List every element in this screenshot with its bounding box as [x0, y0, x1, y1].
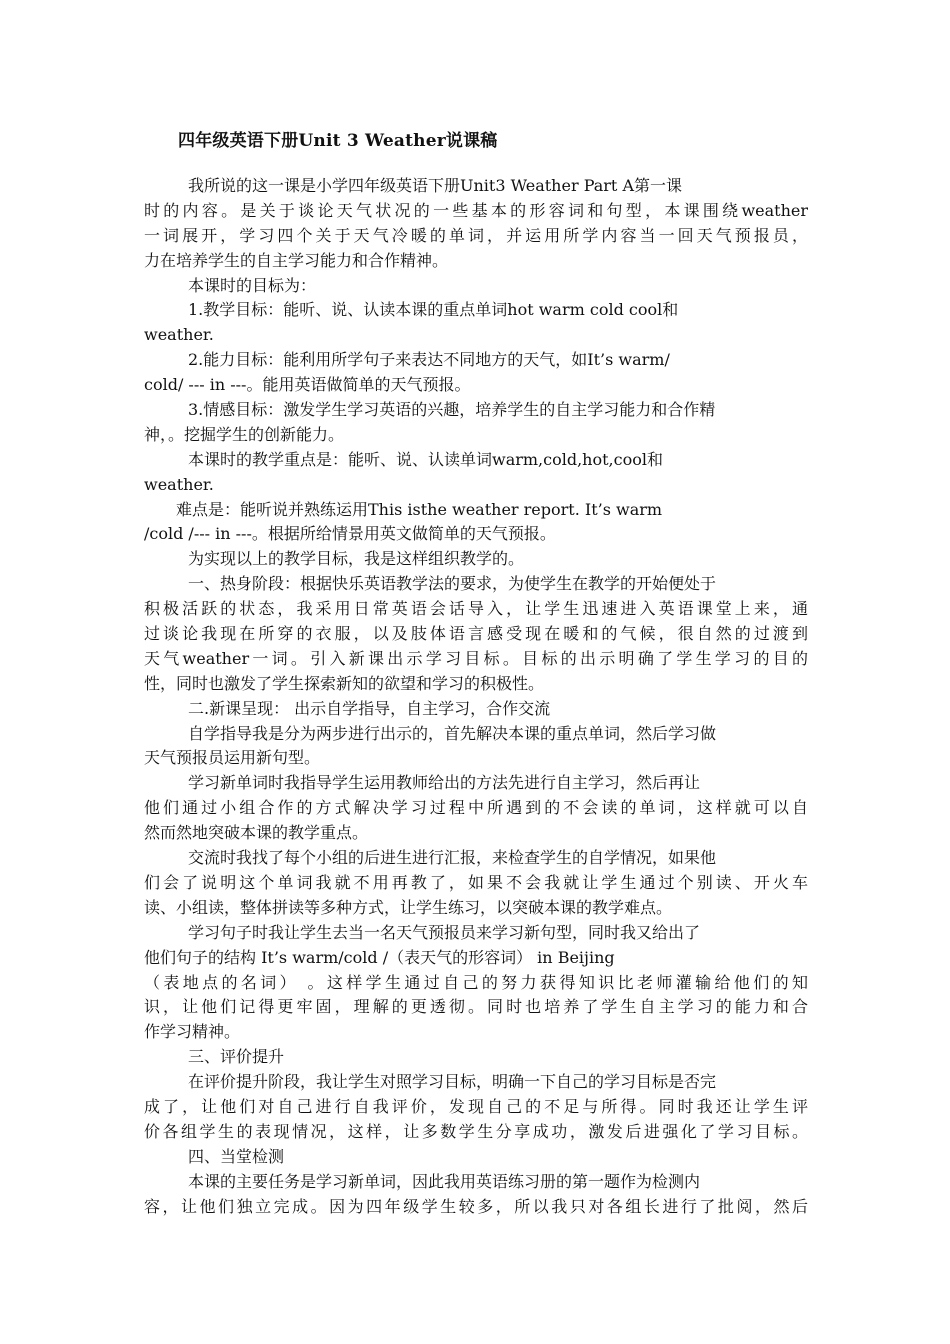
paragraph-line: 读、小组读，整体拼读等多种方式，让学生练习，以突破本课的教学难点。 [144, 897, 673, 917]
document-body [144, 174, 808, 1219]
paragraph-line: weather. [144, 474, 214, 494]
paragraph-line: 为实现以上的教学目标，我是这样组织教学的。 [188, 549, 525, 569]
paragraph-line: 2.能力目标：能利用所学句子来表达不同地方的天气，如It’s warm/ [188, 350, 670, 370]
section-heading: 四、当堂检测 [188, 1146, 285, 1166]
paragraph-line: 天气weather一词。引入新课出示学习目标。目标的出示明确了学生学习的目的 [144, 648, 808, 668]
paragraph-line: 在评价提升阶段，我让学生对照学习目标，明确一下自己的学习目标是否完 [188, 1072, 717, 1092]
paragraph-line: 容，让他们独立完成。因为四年级学生较多，所以我只对各组长进行了批阅，然后 [144, 1196, 808, 1216]
paragraph-line: 神，。挖掘学生的创新能力。 [144, 424, 345, 444]
paragraph-line: 力在培养学生的自主学习能力和合作精神。 [144, 250, 449, 270]
section-heading: 三、评价提升 [188, 1047, 285, 1067]
paragraph-line: 一词展开，学习四个关于天气冷暖的单词，并运用所学内容当一回天气预报员， [144, 225, 808, 245]
paragraph-line: 本课的主要任务是学习新单词，因此我用英语练习册的第一题作为检测内 [188, 1171, 701, 1191]
paragraph-line: 天气预报员运用新句型。 [144, 748, 321, 768]
paragraph-line: 3.情感目标：激发学生学习英语的兴趣，培养学生的自主学习能力和合作精 [188, 400, 716, 420]
paragraph-line: 积极活跃的状态，我采用日常英语会话导入，让学生迅速进入英语课堂上来，通 [144, 599, 808, 619]
paragraph-line: 交流时我找了每个小组的后进生进行汇报，来检查学生的自学情况，如果他 [188, 848, 717, 868]
paragraph-line: 难点是：能听说并熟练运用This isthe weather report. It’s warm [176, 499, 663, 519]
paragraph-line: 本课时的教学重点是：能听、说、认读单词warm,cold,hot,cool和 [188, 449, 663, 469]
paragraph-line: （表地点的名词） 。这样学生通过自己的努力获得知识比老师灌输给他们的知 [144, 972, 808, 992]
paragraph-line: 二.新课呈现： 出示自学指导，自主学习，合作交流 [188, 698, 551, 718]
paragraph-line: 价各组学生的表现情况，这样，让多数学生分享成功，激发后进强化了学习目标。 [144, 1121, 808, 1141]
paragraph-line: 自学指导我是分为两步进行出示的，首先解决本课的重点单词，然后学习做 [188, 723, 717, 743]
paragraph-line: 学习新单词时我指导学生运用教师给出的方法先进行自主学习，然后再让 [188, 773, 701, 793]
paragraph-line: 作学习精神。 [144, 1022, 241, 1042]
paragraph-line: 识，让他们记得更牢固，理解的更透彻。同时也培养了学生自主学习的能力和合 [144, 997, 808, 1017]
paragraph-line: /cold /--- in ---。根据所给情景用英文做简单的天气预报。 [144, 524, 556, 544]
paragraph-line: 成了，让他们对自己进行自我评价，发现自己的不足与所得。同时我还让学生评 [144, 1096, 808, 1116]
paragraph-line: 他们通过小组合作的方式解决学习过程中所遇到的不会读的单词，这样就可以自 [144, 798, 808, 818]
paragraph-line: 我所说的这一课是小学四年级英语下册Unit3 Weather Part A第一课 [188, 176, 682, 195]
paragraph-line: 学习句子时我让学生去当一名天气预报员来学习新句型，同时我又给出了 [188, 922, 701, 942]
paragraph-line: 一、热身阶段：根据快乐英语教学法的要求，为使学生在教学的开始便处于 [188, 574, 717, 594]
paragraph-line: 然而然地突破本课的教学重点。 [144, 823, 369, 843]
paragraph-line: cold/ --- in ---。能用英语做简单的天气预报。 [144, 375, 471, 395]
paragraph-line: 他们句子的结构 It’s warm/cold /（表天气的形容词） in Beijing [144, 947, 615, 967]
document-title: 四年级英语下册Unit 3 Weather说课稿 [178, 131, 498, 151]
paragraph-line: 们会了说明这个单词我就不用再教了，如果不会我就让学生通过个别读、开火车 [144, 872, 808, 892]
paragraph-line: 1.教学目标：能听、说、认读本课的重点单词hot warm cold cool和 [188, 300, 679, 320]
paragraph-line: 时的内容。是关于谈论天气状况的一些基本的形容词和句型，本课围绕weather [144, 200, 808, 220]
paragraph-line: 过谈论我现在所穿的衣服，以及肢体语言感受现在暖和的气候，很自然的过渡到 [144, 624, 808, 644]
paragraph-line: 性，同时也激发了学生探索新知的欲望和学习的积极性。 [144, 673, 545, 693]
paragraph-line: 本课时的目标为： [188, 275, 317, 295]
paragraph-line: weather. [144, 325, 214, 345]
